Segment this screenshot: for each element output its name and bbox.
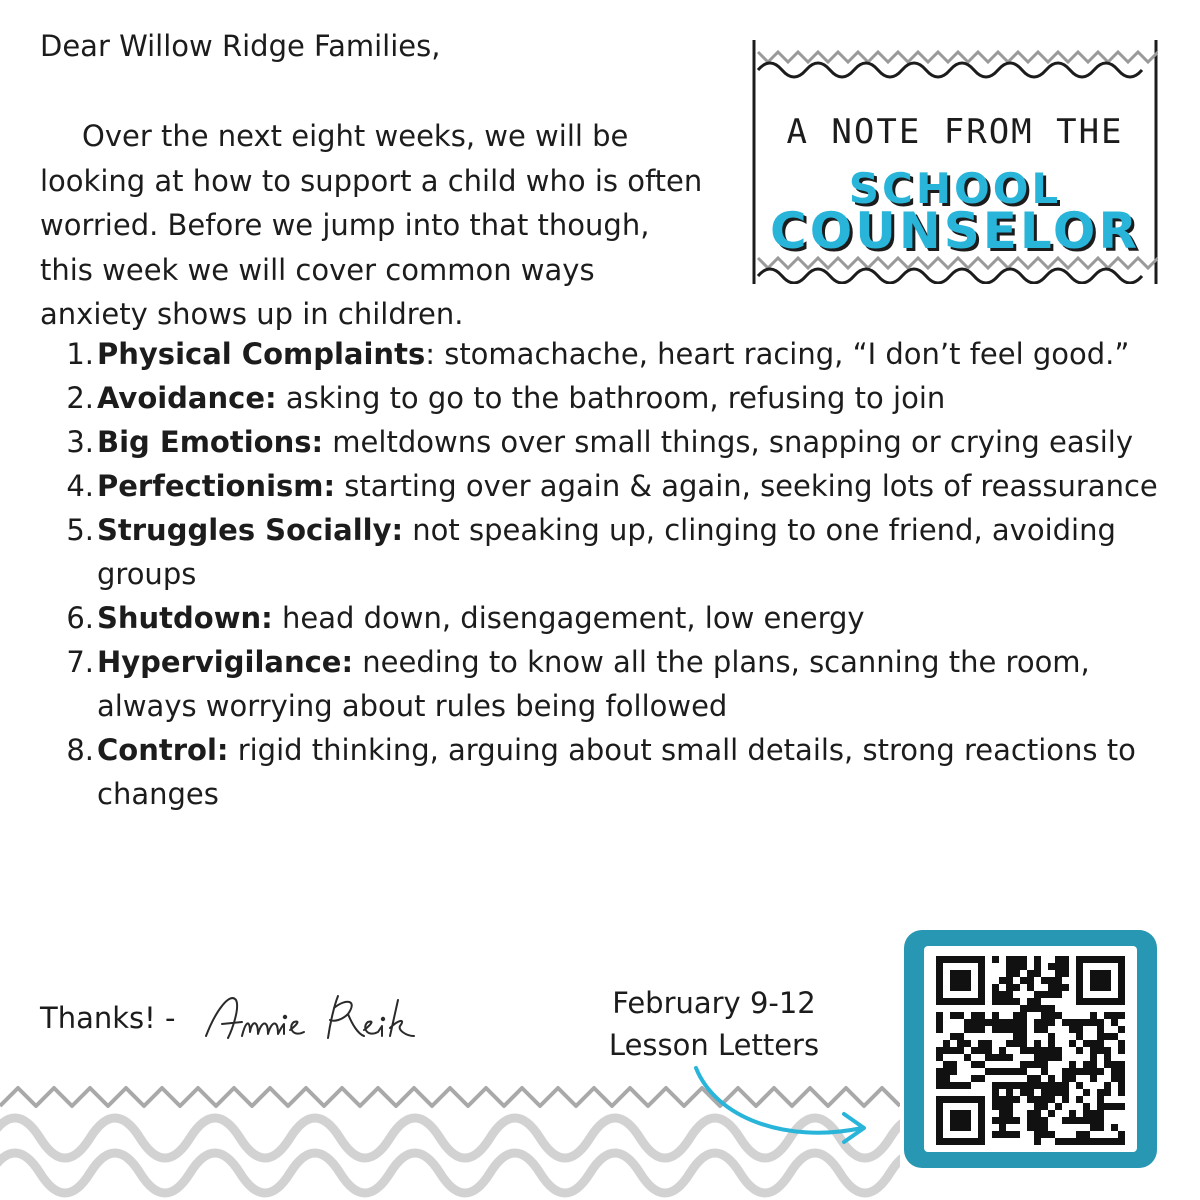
item-label: Control: xyxy=(97,733,229,767)
item-number: 8. xyxy=(66,733,94,767)
list-item xyxy=(40,508,1170,596)
intro-paragraph xyxy=(40,114,705,337)
signature-image xyxy=(202,990,434,1052)
item-label: Struggles Socially: xyxy=(97,513,404,547)
badge-line1: A NOTE FROM THE xyxy=(786,112,1124,152)
item-number: 4. xyxy=(66,469,94,503)
list-item xyxy=(40,376,1170,420)
lesson-dates: February 9-12 xyxy=(612,986,816,1020)
item-text: asking to go to the bathroom, refusing to join xyxy=(276,381,946,415)
badge-title xyxy=(752,164,1158,260)
list-item xyxy=(40,728,1170,816)
item-number: 6. xyxy=(66,601,94,635)
intro-text: Over the next eight weeks, we will be looking at how to support a child who is often worried. Before we jump into that though, this week we will cover common ways anxiety shows up in children. xyxy=(40,119,703,331)
badge-line2: SCHOOL xyxy=(848,164,1062,213)
item-text: not speaking up, clinging to one friend, avoiding groups xyxy=(97,513,1116,591)
list-item xyxy=(40,332,1170,376)
list-item xyxy=(40,640,1170,728)
item-text: rigid thinking, arguing about small details, strong reactions to changes xyxy=(97,733,1136,811)
anxiety-signs-list xyxy=(40,332,1170,816)
item-text: head down, disengagement, low energy xyxy=(272,601,865,635)
item-label: Avoidance: xyxy=(97,381,277,415)
item-label: Hypervigilance: xyxy=(97,645,354,679)
item-label: Shutdown: xyxy=(97,601,273,635)
item-number: 7. xyxy=(66,645,94,679)
item-label: Physical Complaints xyxy=(97,337,426,371)
counselor-badge xyxy=(752,40,1158,284)
qr-code-icon xyxy=(936,956,1125,1145)
item-number: 5. xyxy=(66,513,94,547)
item-label: Big Emotions: xyxy=(97,425,324,459)
item-text: needing to know all the plans, scanning the room, always worrying about rules being followed xyxy=(97,645,1090,723)
greeting: Dear Willow Ridge Families, xyxy=(40,29,441,63)
item-number: 1. xyxy=(66,337,94,371)
item-text: starting over again & again, seeking lots of reassurance xyxy=(335,469,1158,503)
item-text: meltdowns over small things, snapping or crying easily xyxy=(323,425,1134,459)
lesson-info xyxy=(585,982,843,1066)
badge-line3: COUNSELOR xyxy=(770,202,1140,260)
item-label: Perfectionism: xyxy=(97,469,336,503)
list-item xyxy=(40,420,1170,464)
item-text: : stomachache, heart racing, “I don’t feel good.” xyxy=(425,337,1130,371)
qr-code[interactable] xyxy=(924,946,1137,1152)
list-item xyxy=(40,596,1170,640)
item-number: 3. xyxy=(66,425,94,459)
qr-code-frame[interactable] xyxy=(904,930,1157,1168)
arrow-icon xyxy=(690,1062,880,1152)
item-number: 2. xyxy=(66,381,94,415)
list-item xyxy=(40,464,1170,508)
lesson-label: Lesson Letters xyxy=(608,1028,820,1062)
thanks-text: Thanks! - xyxy=(40,1001,176,1035)
